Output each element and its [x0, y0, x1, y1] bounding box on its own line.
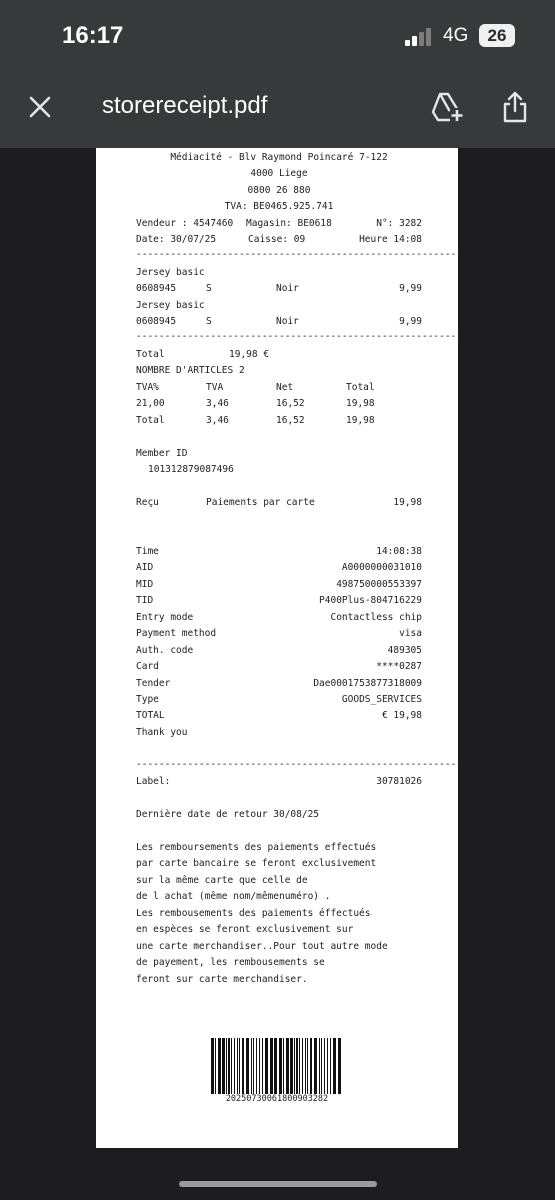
vendor: Vendeur : 4547460 [136, 218, 234, 229]
member-id: 101312879087496 [148, 464, 234, 475]
article-count: NOMBRE D'ARTICLES 2 [136, 365, 245, 376]
tax-header: TVA% TVA Net Total [136, 382, 375, 393]
tax-row: 21,00 3,46 16,52 19,98 [136, 398, 375, 409]
file-title: storereceipt.pdf [102, 92, 268, 119]
store-vat: TVA: BE0465.925.741 [224, 201, 334, 212]
date: Date: 30/07/25 [136, 234, 217, 245]
item-detail: 0608945 S Noir 9,99 [136, 283, 422, 294]
home-indicator[interactable] [179, 1181, 377, 1187]
policy-line: sur la même carte que celle de [136, 875, 308, 886]
store-phone: 0800 26 880 [247, 185, 311, 196]
label-row: Label: 30781026 [136, 776, 422, 787]
store-number: Magasin: BE0618 [246, 218, 332, 229]
member-label: Member ID [136, 448, 188, 459]
divider: ------------------------------------------------------------ [136, 759, 480, 770]
policy-line: Les rembousements des paiements éffectués [136, 908, 371, 919]
register: Caisse: 09 [248, 234, 306, 245]
divider: ------------------------------------------------------------ [136, 331, 480, 342]
hour: Heure 14:08 [359, 234, 422, 245]
battery-icon: 26 [479, 24, 515, 47]
thank-you: Thank you [136, 727, 188, 738]
policy-line: par carte bancaire se feront exclusivement [136, 858, 377, 869]
close-icon[interactable] [28, 95, 52, 119]
store-address: Médiacité - Blv Raymond Poincaré 7-122 [170, 152, 388, 163]
total-value: 19,98 € [229, 349, 270, 360]
top-chrome [0, 0, 555, 148]
policy-line: en espèces se feront exclusivement sur [136, 924, 354, 935]
item-detail: 0608945 S Noir 9,99 [136, 316, 422, 327]
item-price: 9,99 [399, 283, 422, 294]
barcode-number: 20250730061800903282 [225, 1094, 329, 1104]
policy-line: une carte merchandiser..Pour tout autre mode [136, 941, 388, 952]
barcode [211, 1038, 343, 1094]
tax-row: Total 3,46 16,52 19,98 [136, 415, 375, 426]
pdf-viewer[interactable] [0, 148, 555, 1200]
policy-line: feront sur carte merchandiser. [136, 974, 308, 985]
status-time: 16:17 [62, 22, 124, 49]
pdf-page: Médiacité - Blv Raymond Poincaré 7-122 4000 Liege 0800 26 880 TVA: BE0465.925.741 Vendeur : 4547460 Magasin: BE0618 N°: 3282 Date: 30/07/25 Caisse: 09 Heure 14:08 ------------------------------------------------------------ Jersey basic 0608945 S Noir 9,99 Jersey basic 0608945 S Noir 9,99 ------------------------------------------------------------ Total 19,98 € NOMBRE D'ARTICLES 2 TVA% TVA Net Total 21,00 3,46 16,52 19,98 Total 3,46 16,52 19,98 Member ID 101312879087496 Reçu Paiements par carte 19,98 Time 14:08:38 AID A0000000031010 MID 498750000553397 TID P400Plus-804716229 Entry mode Contactless chip Payment method visa Auth. code 489305 Card ****0287 Tender Dae0001753877318009 Type GOODS_SERVICES TOTAL € 19,98 Thank you ------------------------------------------------------------ Label: 30781026 Dernière date de retour 30/08/25 Les remboursements des paiements effectués par carte bancaire se feront exclusivement sur la même carte que celle de de l achat (même nom/mêmenuméro) . Les rembousements des paiements éffectués en espèces se feront exclusivement sur une carte merchandiser..Pour tout autre mode de payement, les rembousements se feront sur carte merchandiser. 20250730061800903282 [96, 148, 458, 1148]
item-name: Jersey basic [136, 267, 205, 278]
add-to-drive-icon[interactable] [430, 92, 464, 122]
store-city: 4000 Liege [250, 168, 308, 179]
policy-line: de l achat (même nom/mêmenuméro) . [136, 891, 331, 902]
cellular-signal-icon [405, 28, 435, 46]
item-name: Jersey basic [136, 300, 205, 311]
policy-line: de payement, les rembousements se [136, 957, 325, 968]
share-icon[interactable] [502, 91, 528, 123]
divider: ------------------------------------------------------------ [136, 249, 480, 260]
payment-row: Reçu Paiements par carte 19,98 [136, 497, 422, 508]
item-price: 9,99 [399, 316, 422, 327]
return-date: Dernière date de retour 30/08/25 [136, 809, 320, 820]
network-type: 4G [443, 25, 469, 46]
policy-line: Les remboursements des paiements effectués [136, 842, 377, 853]
total-row: Total 19,98 € [136, 349, 270, 360]
receipt-number: N°: 3282 [376, 218, 422, 229]
